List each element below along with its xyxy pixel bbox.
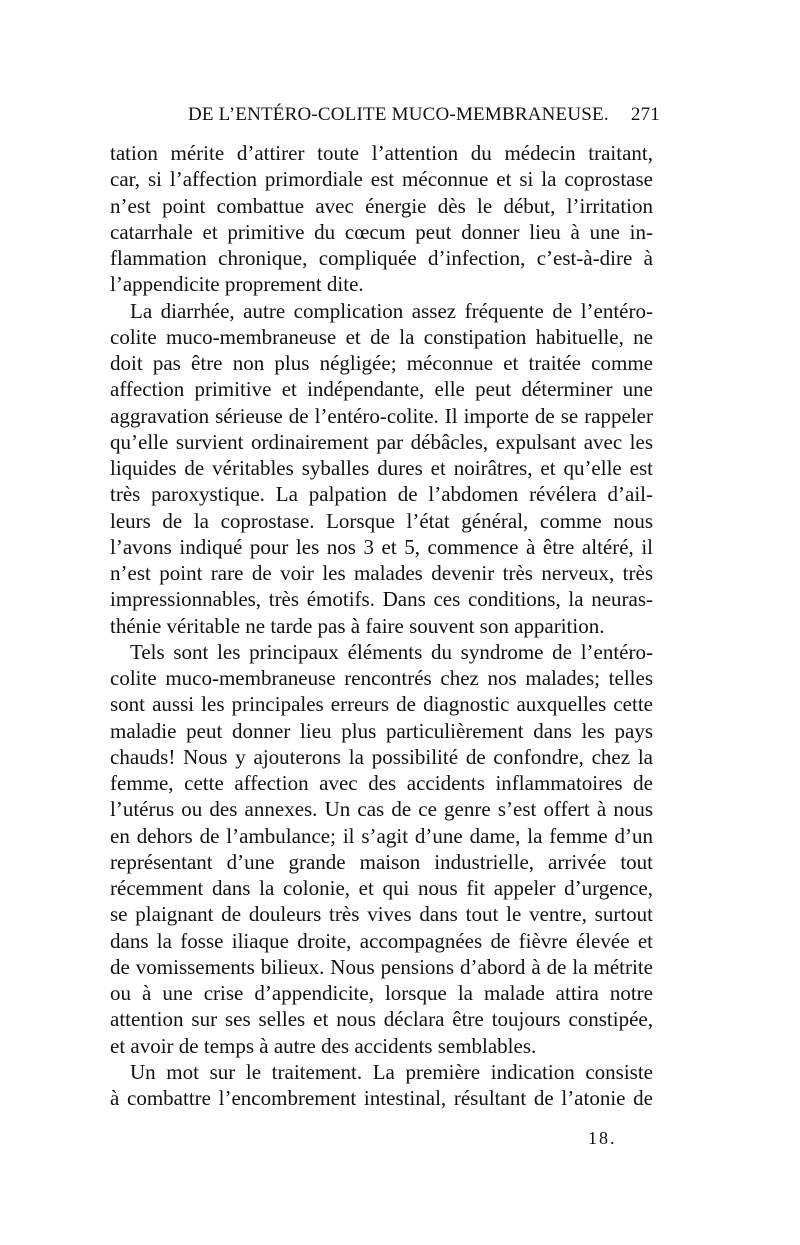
text-line: dans la fosse iliaque droite, accompagnées de fièvre élevée et	[110, 928, 653, 953]
text-line: colite muco-membraneuse rencontrés chez nos malades; telles	[110, 666, 653, 690]
text-line: l’avons indiqué pour les nos 3 et 5, commence à être altéré, il	[110, 534, 653, 559]
text-line: affection primitive et indépendante, elle peut déterminer une	[110, 377, 653, 402]
text-line: à combattre l’encombrement intestinal, résultant de l’atonie de	[110, 1086, 653, 1110]
text-line: aggravation sérieuse de l’entéro-colite. Il importe de se rappeler	[110, 403, 653, 428]
text-line: La diarrhée, autre complication assez fréquente de l’entéro-	[130, 298, 653, 323]
text-line: attention sur ses selles et nous déclara être toujours constipée,	[110, 1007, 653, 1032]
text-line: se plaignant de douleurs très vives dans tout le ventre, surtout	[110, 902, 653, 927]
text-line: qu’elle survient ordinairement par débâcles, expulsant avec les	[110, 429, 653, 454]
text-line: leurs de la coprostase. Lorsque l’état général, comme nous	[110, 508, 653, 533]
text-line: l’utérus ou des annexes. Un cas de ce genre s’est offert à nous	[110, 797, 653, 822]
text-line: n’est point rare de voir les malades devenir très nerveux, très	[110, 561, 653, 585]
text-line: colite muco-membraneuse et de la constipation habituelle, ne	[110, 324, 653, 349]
running-head	[100, 104, 660, 132]
text-line: flammation chronique, compliquée d’infection, c’est-à-dire à	[110, 246, 653, 270]
text-line: de vomissements bilieux. Nous pensions d’abord à de la métrite	[110, 954, 653, 979]
text-line: car, si l’affection primordiale est méconnue et si la coprostase	[110, 167, 653, 192]
page-number: 271	[630, 104, 660, 125]
text-line: catarrhale et primitive du cœcum peut donner lieu à une in-	[110, 219, 653, 244]
text-line: maladie peut donner lieu plus particulièrement dans les pays	[110, 718, 653, 743]
text-line: n’est point combattue avec énergie dès le début, l’irritation	[110, 193, 653, 218]
text-line: ou à une crise d’appendicite, lorsque la malade attira notre	[110, 981, 653, 1005]
text-line: Un mot sur le traitement. La première indication consiste	[130, 1059, 653, 1084]
text-line: thénie véritable ne tarde pas à faire souvent son apparition.	[110, 613, 605, 638]
text-line: sont aussi les principales erreurs de diagnostic auxquelles cette	[110, 692, 653, 717]
text-line: chauds! Nous y ajouterons la possibilité de confondre, chez la	[110, 744, 653, 769]
body-text	[110, 140, 653, 1111]
text-line: l’appendicite proprement dite.	[110, 272, 364, 297]
text-line: femme, cette affection avec des accidents inflammatoires de	[110, 771, 653, 795]
text-line: tation mérite d’attirer toute l’attention du médecin traitant,	[110, 141, 653, 165]
running-title: DE L’ENTÉRO-COLITE MUCO-MEMBRANEUSE.	[188, 104, 609, 125]
text-line: et avoir de temps à autre des accidents semblables.	[110, 1033, 537, 1058]
text-line: représentant d’une grande maison industrielle, arrivée tout	[110, 849, 653, 874]
text-line: doit pas être non plus négligée; méconnue et traitée comme	[110, 351, 653, 375]
text-line: liquides de véritables syballes dures et noirâtres, et qu’elle est	[110, 456, 653, 480]
text-line: très paroxystique. La palpation de l’abdomen révélera d’ail-	[110, 482, 653, 507]
text-line: Tels sont les principaux éléments du syndrome de l’entéro-	[130, 639, 653, 664]
signature-mark: 18.	[588, 1128, 617, 1148]
text-line: récemment dans la colonie, et qui nous fit appeler d’urgence,	[110, 876, 653, 900]
text-line: impressionnables, très émotifs. Dans ces conditions, la neuras-	[110, 587, 653, 612]
text-line: en dehors de l’ambulance; il s’agit d’une dame, la femme d’un	[110, 823, 653, 848]
